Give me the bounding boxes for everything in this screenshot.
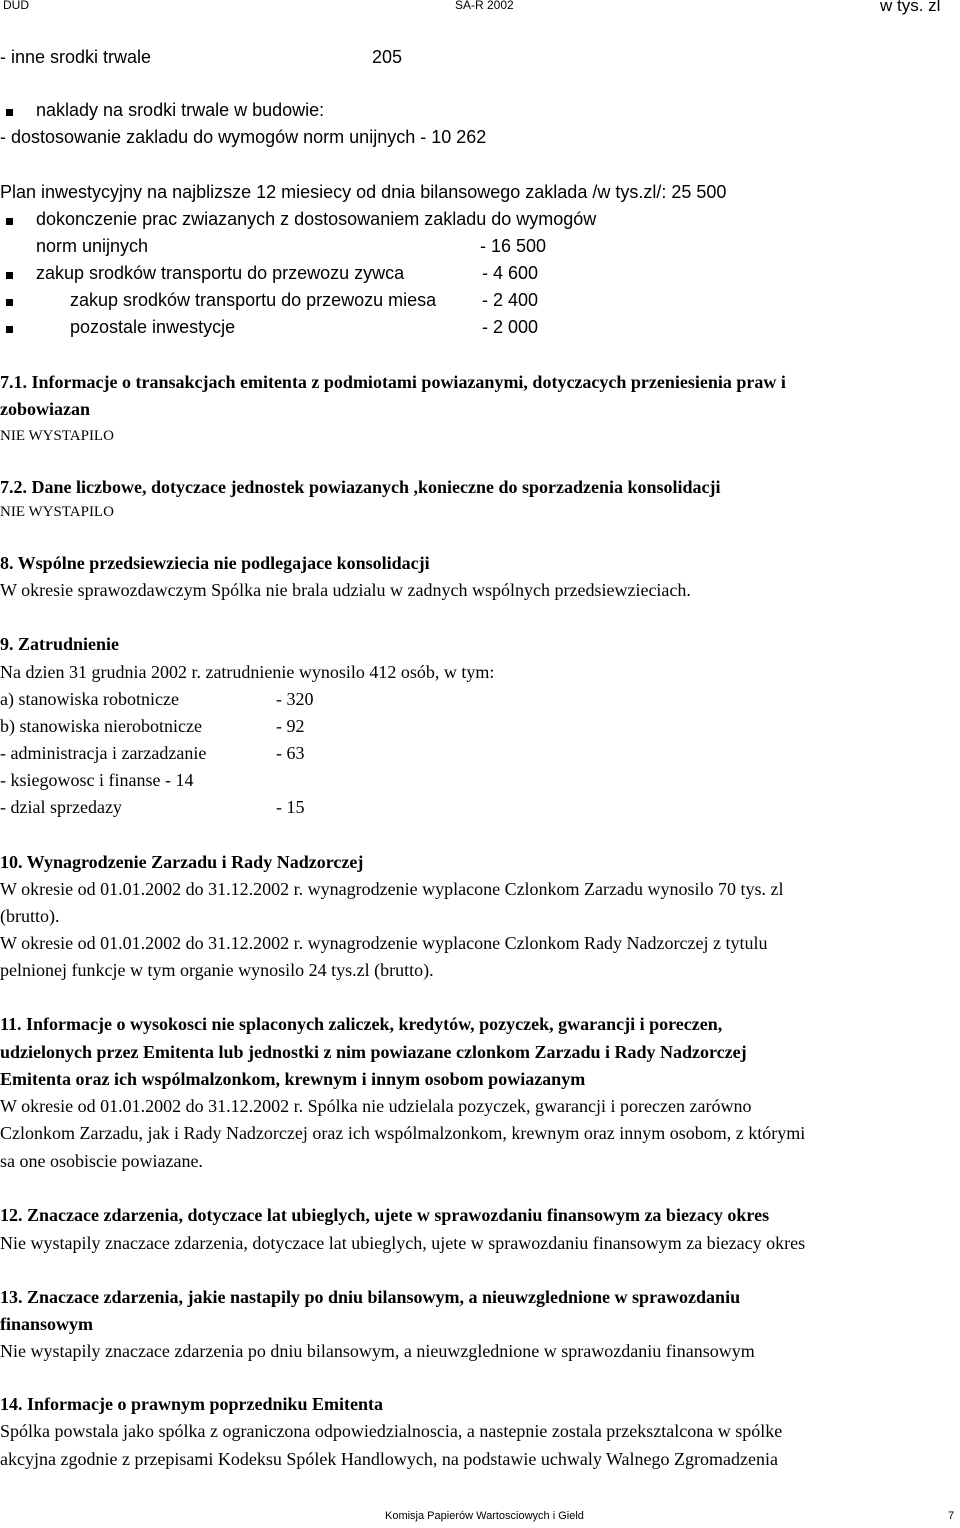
- plan-item-label: zakup srodków transportu do przewozu zywca: [36, 263, 405, 283]
- section-9-intro: Na dzien 31 grudnia 2002 r. zatrudnienie wynosilo 412 osób, w tym:: [0, 662, 495, 682]
- employment-row-label: b) stanowiska nierobotnicze: [0, 716, 202, 736]
- header-units: w tys. zl: [880, 0, 941, 15]
- employment-row-value: - 320: [276, 689, 314, 709]
- plan-item-label: dokonczenie prac zwiazanych z dostosowaniem zakladu do wymogów: [36, 209, 597, 229]
- bullet-icon: [6, 109, 13, 116]
- section-7-1-status: NIE WYSTAPILO: [0, 428, 114, 444]
- section-11-text: Czlonkom Zarzadu, jak i Rady Nadzorczej oraz ich wspólmalzonkom, krewnym oraz innym osobom, z którymi: [0, 1123, 806, 1143]
- section-12-text: Nie wystapily znaczace zdarzenia, dotyczace lat ubieglych, ujete w sprawozdaniu finansowym za biezacy okres: [0, 1233, 806, 1253]
- plan-item-value: - 16 500: [480, 236, 547, 256]
- building-investment-title: naklady na srodki trwale w budowie:: [36, 100, 325, 120]
- employment-row-value: - 63: [276, 743, 305, 763]
- employment-row-label: - administracja i zarzadzanie: [0, 743, 207, 763]
- section-7-2-heading: 7.2. Dane liczbowe, dotyczace jednostek powiazanych ,konieczne do sporzadzenia konsolidacji: [0, 477, 721, 497]
- section-7-1-heading-cont: zobowiazan: [0, 399, 90, 419]
- section-8-heading: 8. Wspólne przedsiewziecia nie podlegajace konsolidacji: [0, 553, 430, 573]
- other-assets-label: - inne srodki trwale: [0, 47, 152, 67]
- section-7-2-status: NIE WYSTAPILO: [0, 504, 114, 520]
- plan-item-value: - 4 600: [482, 263, 539, 283]
- section-10-text: W okresie od 01.01.2002 do 31.12.2002 r. wynagrodzenie wyplacone Czlonkom Rady Nadzorczej z tytulu: [0, 933, 768, 953]
- footer-organization: Komisja Papierów Wartosciowych i Gield: [385, 1510, 584, 1522]
- employment-row-label: - dzial sprzedazy: [0, 797, 122, 817]
- investment-plan-title: Plan inwestycyjny na najblizsze 12 miesiecy od dnia bilansowego zaklada /w tys.zl/: 25 500: [0, 182, 727, 202]
- other-assets-value: 205: [372, 47, 403, 67]
- bullet-icon: [6, 326, 13, 333]
- page-number: 7: [948, 1510, 955, 1522]
- section-11-heading: Emitenta oraz ich wspólmalzonkom, krewnym i innym osobom powiazanym: [0, 1069, 586, 1089]
- plan-item-label: norm unijnych: [36, 236, 149, 256]
- section-11-heading: 11. Informacje o wysokosci nie splaconych zaliczek, kredytów, pozyczek, gwarancji i poreczen,: [0, 1014, 723, 1034]
- section-10-text: W okresie od 01.01.2002 do 31.12.2002 r. wynagrodzenie wyplacone Czlonkom Zarzadu wynosilo 70 tys. zl: [0, 879, 784, 899]
- eu-norms-line: - dostosowanie zakladu do wymogów norm unijnych - 10 262: [0, 127, 487, 147]
- plan-item-label: pozostale inwestycje: [70, 317, 236, 337]
- section-11-text: W okresie od 01.01.2002 do 31.12.2002 r. Spólka nie udzielala pozyczek, gwarancji i poreczen zarówno: [0, 1096, 752, 1116]
- employment-row-value: - 15: [276, 797, 305, 817]
- employment-row-label: - ksiegowosc i finanse - 14: [0, 770, 194, 790]
- section-13-heading: finansowym: [0, 1314, 94, 1334]
- section-14-text: akcyjna zgodnie z przepisami Kodeksu Spólek Handlowych, na podstawie uchwaly Walnego Zgromadzenia: [0, 1449, 778, 1469]
- bullet-icon: [6, 218, 13, 225]
- section-12-heading: 12. Znaczace zdarzenia, dotyczace lat ubieglych, ujete w sprawozdaniu finansowym za biezacy okres: [0, 1205, 770, 1225]
- bullet-icon: [6, 299, 13, 306]
- section-13-heading: 13. Znaczace zdarzenia, jakie nastapily po dniu bilansowym, a nieuwzglednione w sprawozdaniu: [0, 1287, 741, 1307]
- section-13-text: Nie wystapily znaczace zdarzenia po dniu bilansowym, a nieuwzglednione w sprawozdaniu finansowym: [0, 1341, 755, 1361]
- section-8-body: W okresie sprawozdawczym Spólka nie brala udzialu w zadnych wspólnych przedsiewzieciach.: [0, 580, 691, 600]
- section-10-text: pelnionej funkcje w tym organie wynosilo 24 tys.zl (brutto).: [0, 960, 434, 980]
- section-10-text: (brutto).: [0, 906, 60, 926]
- section-9-heading: 9. Zatrudnienie: [0, 634, 120, 654]
- section-10-heading: 10. Wynagrodzenie Zarzadu i Rady Nadzorczej: [0, 852, 364, 872]
- header-report-type: SA-R 2002: [455, 0, 514, 12]
- employment-row-label: a) stanowiska robotnicze: [0, 689, 179, 709]
- plan-item-label: zakup srodków transportu do przewozu miesa: [70, 290, 437, 310]
- bullet-icon: [6, 272, 13, 279]
- section-11-heading: udzielonych przez Emitenta lub jednostki z nim powiazane czlonkom Zarzadu i Rady Nadzorczej: [0, 1042, 747, 1062]
- plan-item-value: - 2 400: [482, 290, 539, 310]
- plan-item-value: - 2 000: [482, 317, 539, 337]
- section-14-heading: 14. Informacje o prawnym poprzedniku Emitenta: [0, 1394, 383, 1414]
- section-14-text: Spólka powstala jako spólka z ograniczona odpowiedzialnoscia, a nastepnie zostala przeksztalcona w spólke: [0, 1421, 783, 1441]
- employment-row-value: - 92: [276, 716, 305, 736]
- section-7-1-heading: 7.1. Informacje o transakcjach emitenta z podmiotami powiazanymi, dotyczacych przeniesienia praw i: [0, 372, 786, 392]
- section-11-text: sa one osobiscie powiazane.: [0, 1151, 203, 1171]
- header-company: DUD: [3, 0, 29, 12]
